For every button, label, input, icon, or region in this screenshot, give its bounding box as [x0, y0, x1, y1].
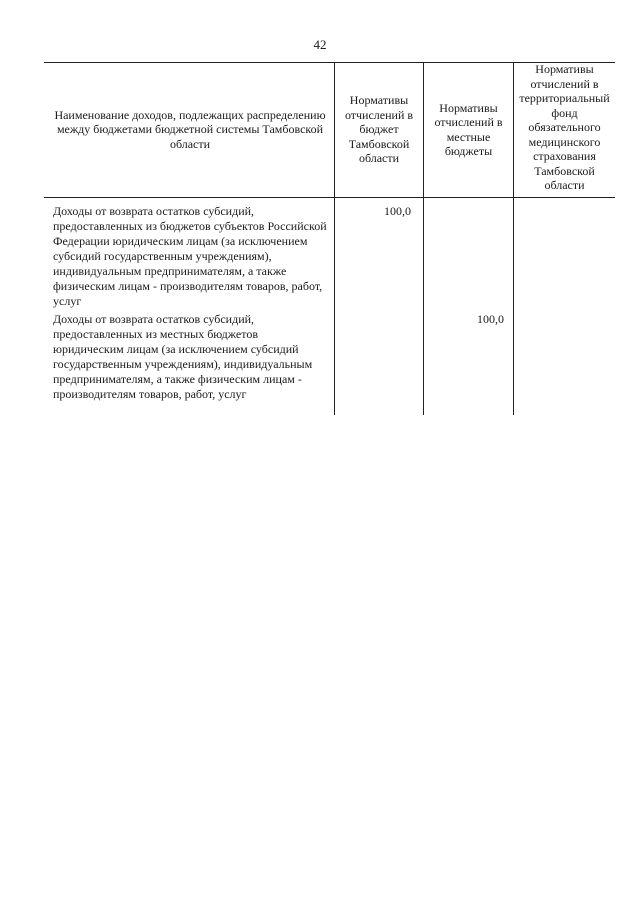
table-row-2-local: 100,0	[477, 312, 504, 326]
header-name: Наименование доходов, подлежащих распределению между бюджетами бюджетной системы Тамбовской области	[54, 107, 326, 151]
header-bottom-border	[44, 197, 615, 198]
page-number: 42	[313, 37, 327, 52]
header-fund: Нормативы отчислений в территориальный фонд обязательного медицинского страхования Тамбовской области	[519, 62, 610, 193]
revenue-distribution-table	[44, 62, 615, 415]
table-row-1-regional: 100,0	[384, 204, 411, 218]
header-regional: Нормативы отчислений в бюджет Тамбовской области	[344, 93, 414, 166]
table-row-1-name: Доходы от возврата остатков субсидий, предоставленных из бюджетов субъектов Российской Федерации юридическим лицам (за исключением субсидий государственным учреждениям), индивидуальным предпринимателям, а также физическим лицам - производителям товаров, работ, услуг	[53, 204, 327, 308]
table-row-2-name: Доходы от возврата остатков субсидий, предоставленных из местных бюджетов юридическим лицам (за исключением субсидий государственным учреждениям), индивидуальным предпринимателям, а также физическим лицам - производителям товаров, работ, услуг	[53, 312, 313, 401]
header-local: Нормативы отчислений в местные бюджеты	[434, 100, 503, 158]
